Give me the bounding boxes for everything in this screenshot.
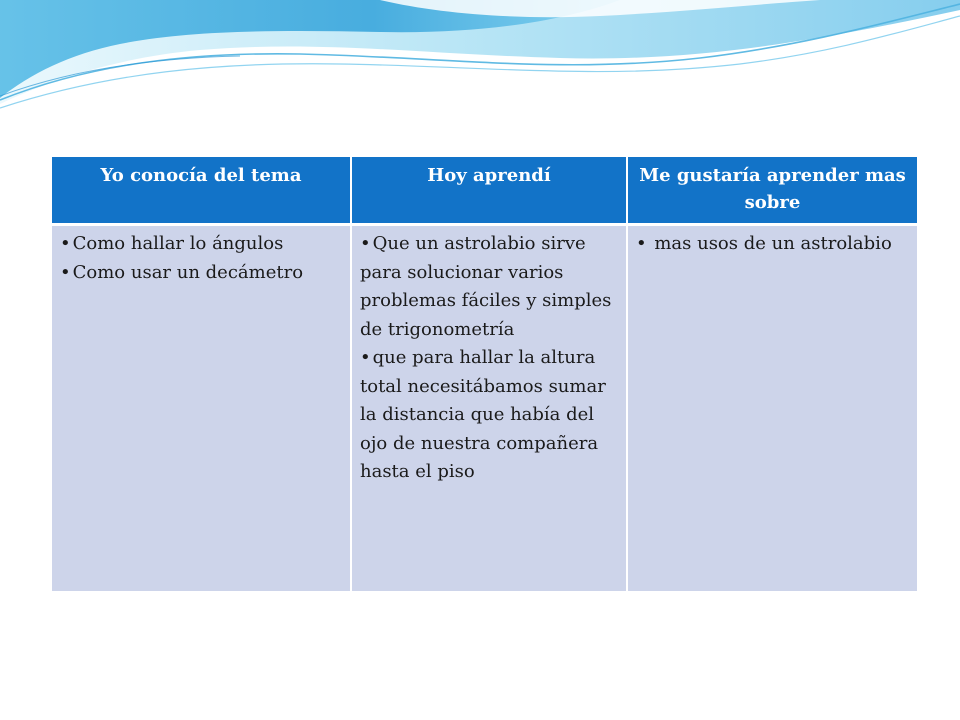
list-item: • Que un astrolabio sirve para solucionar varios problemas fáciles y simples de trigonometría <box>360 230 620 344</box>
table-row <box>52 226 917 591</box>
header-learned: Hoy aprendí <box>352 157 628 226</box>
list-item: • que para hallar la altura total necesitábamos sumar la distancia que había del ojo de nuestra compañera hasta el piso <box>360 344 620 487</box>
decorative-wave-banner <box>0 0 960 120</box>
bullet-list <box>636 230 911 259</box>
cell-known <box>52 226 352 591</box>
cell-want-to-learn <box>628 226 917 591</box>
cell-learned <box>352 226 628 591</box>
list-item: • mas usos de un astrolabio <box>636 230 911 259</box>
bullet-list <box>360 230 620 487</box>
list-item: • Como usar un decámetro <box>60 259 344 288</box>
header-want-to-learn: Me gustaría aprender mas sobre <box>628 157 917 226</box>
bullet-list <box>60 230 344 287</box>
list-item: • Como hallar lo ángulos <box>60 230 344 259</box>
table-header-row <box>52 157 917 226</box>
header-known: Yo conocía del tema <box>52 157 352 226</box>
kwl-table <box>52 157 917 591</box>
